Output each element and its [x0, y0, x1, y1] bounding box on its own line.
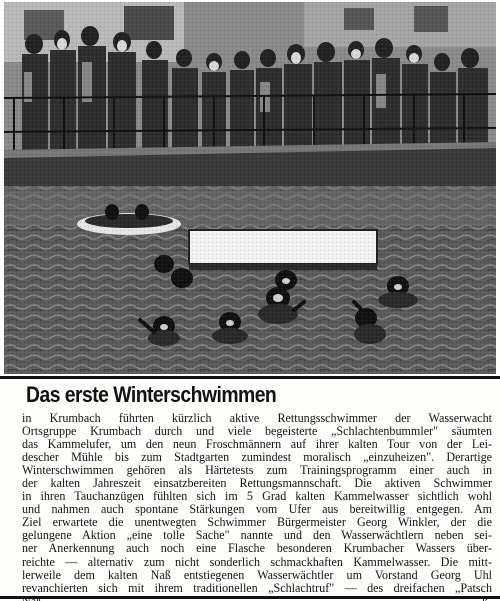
body-line: das Kammelufer, um den neun Froschmännern auf ihrer kalten Tour von der Lei-	[22, 438, 492, 452]
body-line: Ortsgruppe Krumbach durch und viele begeisterte „Schlachtenbummler" säumten	[22, 425, 492, 439]
body-line: gelungene Aktion „eine tolle Sache" nannte und den Wasserwächtlern neben sei-	[22, 529, 492, 543]
body-line: revanchierten sich mit ihrem traditionellen „Schlachtruf" — des dreifachen „Patsch	[22, 581, 492, 595]
body-line: und nahmen auch spontane Stärkungen vom Ufer aus bereitwillig entgegen. Am	[22, 503, 492, 517]
article-body	[22, 412, 492, 601]
photo-illustration	[4, 2, 496, 374]
body-line: in ihren Tauchanzügen fühlten sich im 5 Grad kalten Kammelwasser sichtlich wohl	[22, 490, 492, 504]
news-photo	[4, 2, 496, 374]
body-line: in Krumbach führten kürzlich aktive Rettungsschwimmer der Wasserwacht	[22, 412, 492, 425]
headline: Das erste Winterschwimmen	[26, 382, 277, 407]
body-line: ner Anerkennung auch noch eine Flasche besonderen Krumbacher Wassers über-	[22, 542, 492, 556]
body-line: der kalten Jahreszeit einsatzbereiten Rettungsmannschaft. Die aktiven Schwimmer	[22, 477, 492, 491]
top-rule	[0, 376, 500, 379]
body-line: descher Mühle bis zum Stadtgarten zumindest moralisch „einzuheizen". Derartige	[22, 451, 492, 465]
body-line: reichte — alternativ zum nicht sonderlich schmackhaften Kammelwasser. Die mitt-	[22, 555, 492, 569]
body-line: lerweile dem kalten Naß entstiegenen Wasserwächtler um Vorstand Georg Uhl	[22, 568, 492, 582]
bottom-rule	[0, 596, 500, 599]
article	[22, 382, 492, 601]
body-line: Ziel erwartete die unentwegten Schwimmer Bürgermeister Georg Winkler, der die	[22, 516, 492, 530]
body-line: Winterschwimmen gehören als Härtetests zum Trainingsprogramm einer auch in	[22, 464, 492, 478]
